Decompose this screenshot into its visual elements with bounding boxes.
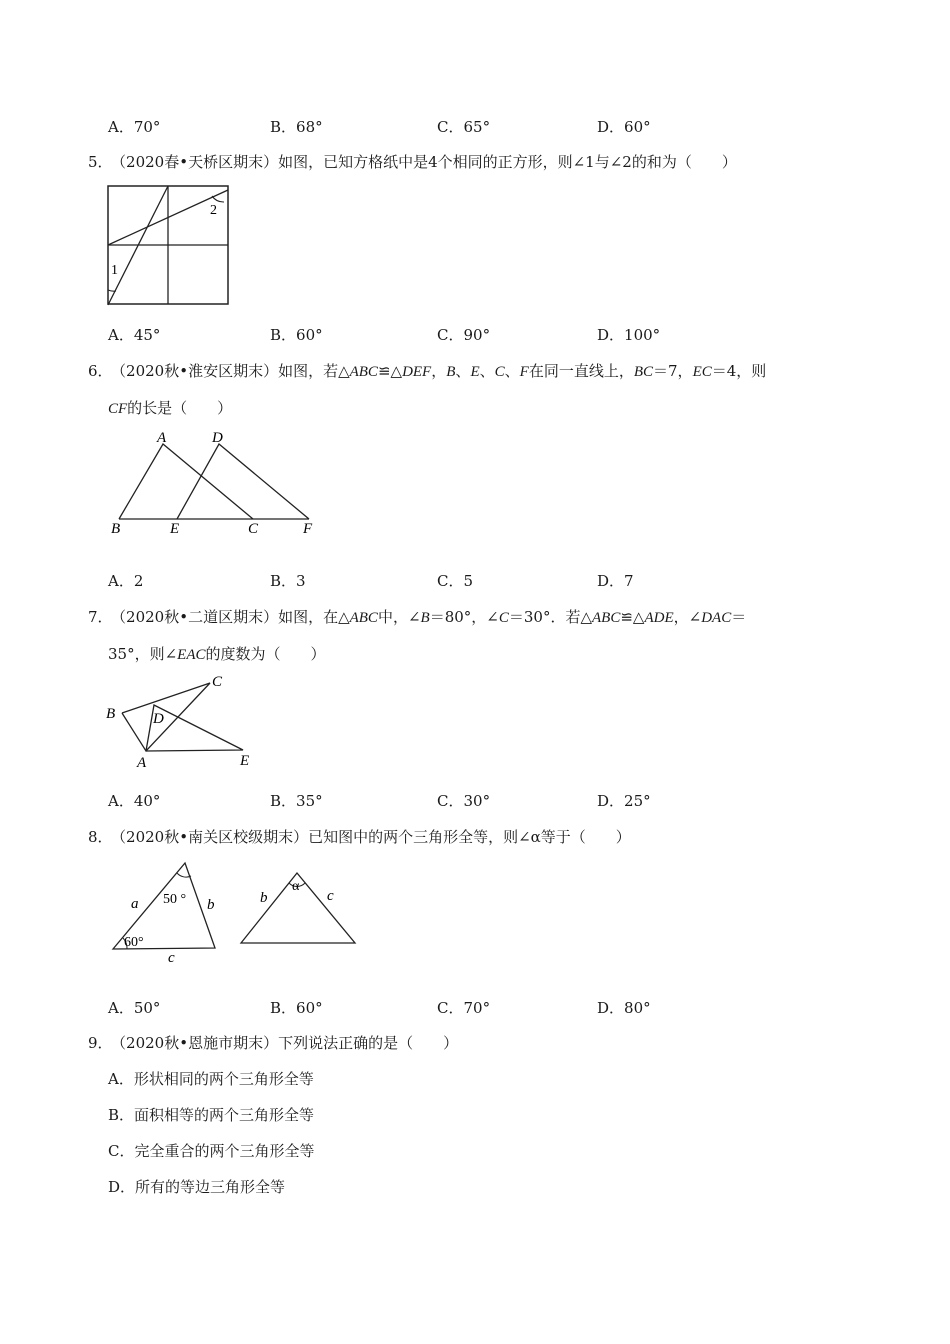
q5-number: 5． — [88, 153, 113, 171]
q8-stem — [88, 827, 631, 847]
q7-stem-math: B — [420, 610, 430, 626]
q7-stem-math: ABC — [592, 610, 621, 626]
q7-option-c: C．30° — [437, 792, 491, 810]
q7-label-e: E — [240, 753, 250, 769]
q5-option-a: A．45° — [108, 326, 161, 344]
q8-option-d: D．80° — [597, 999, 651, 1017]
q7-stem-seg: ＝ — [731, 608, 747, 626]
q7-stem-math: ABC — [349, 610, 378, 626]
q7-stem-seg: ，∠ — [673, 608, 702, 626]
q4-option-a: A．70° — [108, 118, 161, 136]
q7-stem-math: C — [498, 610, 509, 626]
q8-label-b: b — [207, 897, 215, 913]
q6-stem-math: EC — [692, 364, 712, 380]
q6-label-e: E — [170, 521, 180, 537]
q4-option-b: B．68° — [270, 118, 323, 136]
q8-label-b2: b — [260, 890, 268, 906]
q6-stem-seg: ＝4，则 — [711, 362, 767, 380]
q6-stem-seg: 、 — [479, 362, 495, 380]
q7-stem-seg: 中，∠ — [377, 608, 421, 626]
q6-option-d: D．7 — [597, 572, 634, 590]
q8-label-60: 60° — [124, 935, 144, 950]
q9-number: 9． — [88, 1034, 113, 1052]
q7-stem-math: DAC — [701, 610, 732, 626]
q6-stem-seg: ， — [431, 362, 447, 380]
q7-label-a: A — [137, 755, 147, 771]
q6-stem-seg: ＝7， — [653, 362, 693, 380]
q6-label-f: F — [303, 521, 313, 537]
q6-stem-math: BC — [633, 364, 654, 380]
q7-option-d: D．25° — [597, 792, 651, 810]
q7-stem-line2 — [108, 644, 326, 665]
q5-option-d: D．100° — [597, 326, 661, 344]
q7-label-c: C — [212, 674, 223, 690]
q6-stem-seg: 、 — [504, 362, 520, 380]
q6-number: 6． — [88, 362, 113, 380]
q7-stem-seg: （2020秋•二道区期末）如图，在△ — [118, 608, 350, 626]
q7-stem-seg: ≌△ — [620, 608, 645, 626]
q8-option-a: A．50° — [108, 999, 161, 1017]
q6-stem-math: CF — [108, 401, 128, 417]
q6-stem-seg: （2020秋•淮安区期末）如图，若△ — [118, 362, 350, 380]
q7-option-b: B．35° — [270, 792, 323, 810]
q7-stem-seg: 的度数为（ ） — [205, 645, 326, 663]
q8-label-c: c — [168, 950, 175, 966]
q6-label-c: C — [248, 521, 259, 537]
q9-stem-text: （2020秋•恩施市期末）下列说法正确的是（ ） — [118, 1034, 459, 1052]
q6-stem-math: DEF — [402, 364, 432, 380]
q7-number: 7． — [88, 608, 113, 626]
q7-stem-seg: 35°，则∠ — [108, 645, 178, 663]
q5-option-b: B．60° — [270, 326, 323, 344]
q6-option-a: A．2 — [108, 572, 144, 590]
q7-label-b: B — [106, 706, 116, 722]
q5-label-1: 1 — [111, 263, 118, 278]
q8-option-b: B．60° — [270, 999, 323, 1017]
q9-stem — [88, 1033, 458, 1053]
q9-option-b: B．面积相等的两个三角形全等 — [108, 1106, 315, 1124]
q6-stem-seg: ≌△ — [377, 362, 403, 380]
q6-stem-line2 — [108, 398, 232, 419]
q5-option-c: C．90° — [437, 326, 491, 344]
q7-stem-math: ADE — [644, 610, 674, 626]
q6-stem-math: ABC — [349, 364, 378, 380]
q5-label-2: 2 — [210, 203, 217, 218]
q4-option-d: D．60° — [597, 118, 651, 136]
q8-stem-text: （2020秋•南关区校级期末）已知图中的两个三角形全等，则∠α等于（ ） — [118, 828, 631, 846]
q7-figure — [100, 670, 270, 772]
q6-stem-math: B — [446, 364, 456, 380]
q8-figure — [105, 858, 365, 968]
q8-label-c2: c — [327, 888, 334, 904]
q4-option-c: C．65° — [437, 118, 491, 136]
q7-stem — [88, 607, 746, 628]
q5-stem-text: （2020春•天桥区期末）如图，已知方格纸中是4个相同的正方形，则∠1与∠2的和为（ ） — [118, 153, 737, 171]
q6-stem-math: E — [470, 364, 480, 380]
q8-option-c: C．70° — [437, 999, 491, 1017]
q6-figure — [105, 428, 325, 540]
q6-stem-math: F — [519, 364, 529, 380]
q6-stem-seg: 在同一直线上， — [528, 362, 634, 380]
q5-figure — [100, 180, 240, 310]
q9-option-d: D．所有的等边三角形全等 — [108, 1178, 286, 1196]
q8-label-a: a — [131, 896, 139, 912]
q6-option-c: C．5 — [437, 572, 474, 590]
q6-label-b: B — [111, 521, 121, 537]
q7-stem-seg: ＝80°，∠ — [429, 608, 499, 626]
q8-label-50: 50 ° — [163, 892, 187, 907]
q7-option-a: A．40° — [108, 792, 161, 810]
q6-label-d: D — [212, 430, 223, 446]
q7-label-d: D — [153, 711, 164, 727]
q9-option-c: C．完全重合的两个三角形全等 — [108, 1142, 315, 1160]
q6-stem-seg: 、 — [455, 362, 471, 380]
q5-stem — [88, 152, 737, 172]
q6-option-b: B．3 — [270, 572, 306, 590]
q6-stem-math: C — [494, 364, 505, 380]
q7-stem-math: EAC — [177, 647, 206, 663]
q7-stem-seg: ＝30°．若△ — [508, 608, 592, 626]
q6-stem — [88, 361, 766, 382]
q9-option-a: A．形状相同的两个三角形全等 — [108, 1070, 314, 1088]
q8-label-alpha: α — [292, 879, 300, 894]
q6-stem-seg: 的长是（ ） — [127, 399, 233, 417]
q6-label-a: A — [157, 430, 167, 446]
q8-number: 8． — [88, 828, 113, 846]
